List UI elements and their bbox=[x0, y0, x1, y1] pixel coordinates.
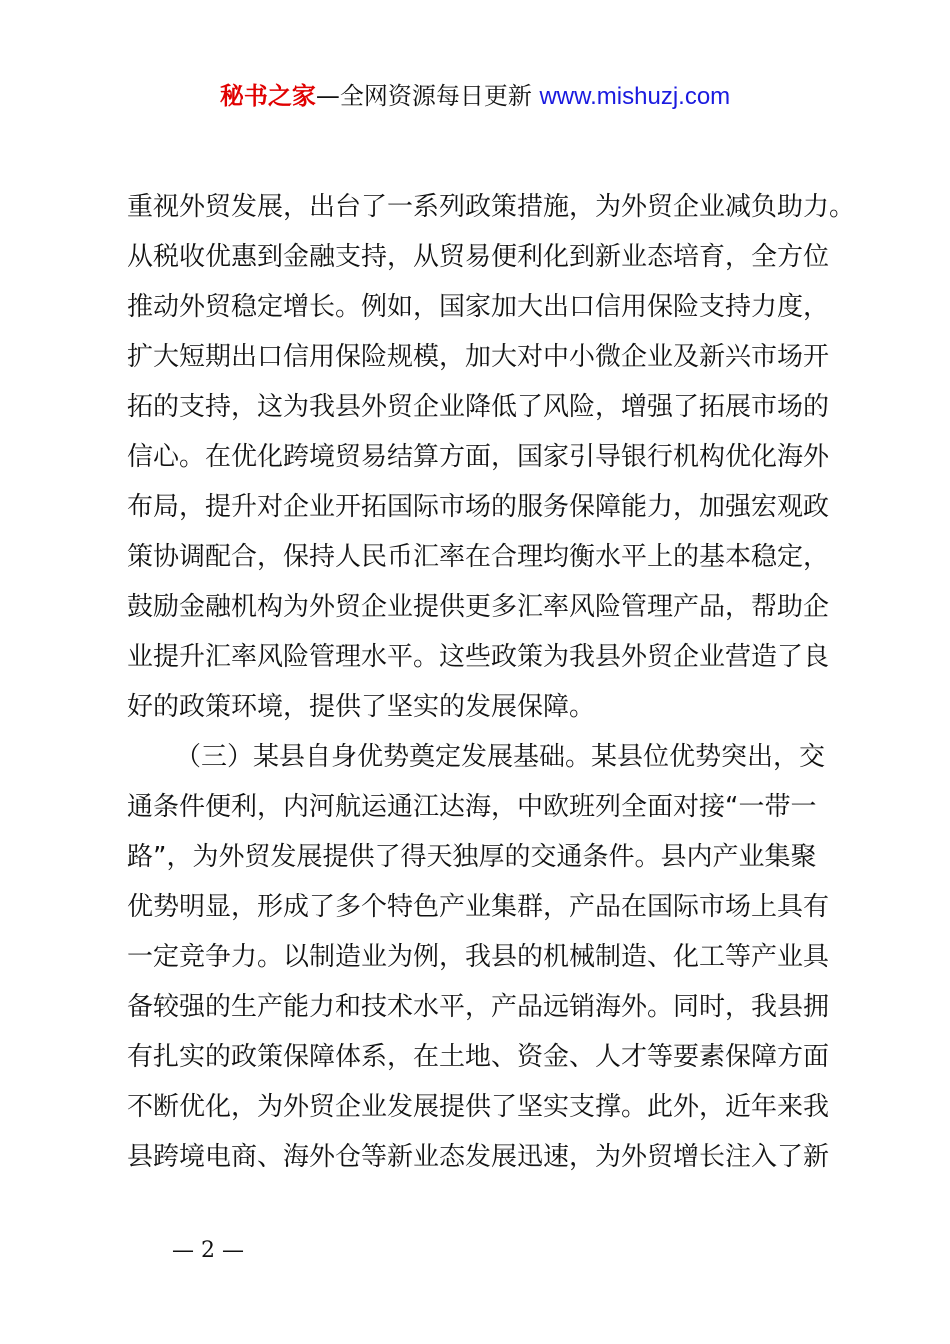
text-line: 好的政策环境，提供了坚实的发展保障。 bbox=[127, 692, 596, 722]
text-line: 信心。在优化跨境贸易结算方面，国家引导银行机构优化海外 bbox=[127, 442, 830, 472]
site-url-link[interactable]: www.mishuzj.com bbox=[539, 83, 731, 110]
document-body bbox=[127, 182, 856, 1182]
text-line: 县跨境电商、海外仓等新业态发展迅速，为外贸增长注入了新 bbox=[127, 1142, 830, 1172]
banner-tagline: —全网资源每日更新 bbox=[315, 82, 532, 110]
site-banner bbox=[0, 78, 950, 115]
text-line: 有扎实的政策保障体系，在土地、资金、人才等要素保障方面 bbox=[127, 1042, 830, 1072]
section-heading-line: （三）某县自身优势奠定发展基础。某县位优势突出，交 bbox=[175, 742, 826, 772]
text-line: 路”，为外贸发展提供了得天独厚的交通条件。县内产业集聚 bbox=[127, 842, 817, 872]
text-line: 优势明显，形成了多个特色产业集群，产品在国际市场上具有 bbox=[127, 892, 830, 922]
text-line: 拓的支持，这为我县外贸企业降低了风险，增强了拓展市场的 bbox=[127, 392, 830, 422]
brand-name: 秘书之家 bbox=[219, 82, 316, 110]
text-line: 备较强的生产能力和技术水平，产品远销海外。同时，我县拥 bbox=[127, 992, 830, 1022]
text-line: 扩大短期出口信用保险规模，加大对中小微企业及新兴市场开 bbox=[127, 342, 830, 372]
text-line: 不断优化，为外贸企业发展提供了坚实支撑。此外，近年来我 bbox=[127, 1092, 830, 1122]
page-number: — 2 — bbox=[172, 1238, 244, 1263]
text-line: 鼓励金融机构为外贸企业提供更多汇率风险管理产品，帮助企 bbox=[127, 592, 830, 622]
text-line: 重视外贸发展，出台了一系列政策措施，为外贸企业减负助力。 bbox=[127, 192, 856, 222]
text-line: 一定竞争力。以制造业为例，我县的机械制造、化工等产业具 bbox=[127, 942, 830, 972]
text-line: 推动外贸稳定增长。例如，国家加大出口信用保险支持力度， bbox=[127, 292, 830, 322]
text-line: 策协调配合，保持人民币汇率在合理均衡水平上的基本稳定， bbox=[127, 542, 830, 572]
text-line: 业提升汇率风险管理水平。这些政策为我县外贸企业营造了良 bbox=[127, 642, 830, 672]
text-line: 通条件便利，内河航运通江达海，中欧班列全面对接“一带一 bbox=[127, 792, 817, 822]
text-line: 布局，提升对企业开拓国际市场的服务保障能力，加强宏观政 bbox=[127, 492, 830, 522]
text-line: 从税收优惠到金融支持，从贸易便利化到新业态培育，全方位 bbox=[127, 242, 830, 272]
